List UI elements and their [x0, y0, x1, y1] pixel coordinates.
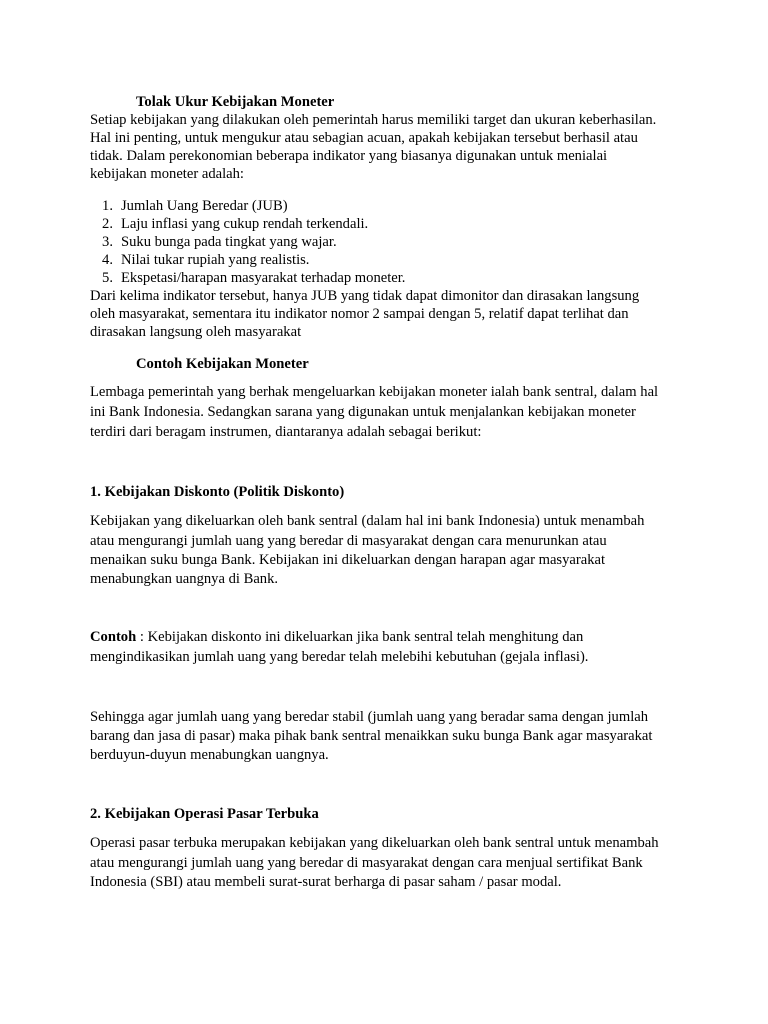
paragraph-line: tidak. Dalam perekonomian beberapa indikator yang biasanya digunakan untuk menialai	[90, 148, 608, 164]
paragraph-line: mengindikasikan jumlah uang yang beredar telah melebihi kebutuhan (gejala inflasi).	[90, 649, 589, 665]
paragraph-line: Indonesia (SBI) atau membeli surat-surat berharga di pasar saham / pasar modal.	[90, 874, 562, 890]
example-line	[90, 628, 583, 646]
paragraph-line: atau mengurangi jumlah uang yang beredar di masyarakat dengan cara menjual sertifikat Bank	[90, 855, 643, 871]
paragraph-line: dirasakan langsung oleh masyarakat	[90, 324, 302, 340]
paragraph-line: Dari kelima indikator tersebut, hanya JUB yang tidak dapat dimonitor dan dirasakan langsung	[90, 288, 640, 304]
paragraph-line: berduyun-duyun menabungkan uangnya.	[90, 747, 329, 763]
section-title-contoh: Contoh Kebijakan Moneter	[136, 356, 309, 372]
paragraph-line: ini Bank Indonesia. Sedangkan sarana yang digunakan untuk menjalankan kebijakan moneter	[90, 404, 636, 420]
paragraph-line: Hal ini penting, untuk mengukur atau sebagian acuan, apakah kebijakan tersebut berhasil atau	[90, 130, 638, 146]
list-item: Ekspetasi/harapan masyarakat terhadap moneter.	[121, 270, 406, 286]
paragraph-line: kebijakan moneter adalah:	[90, 166, 244, 182]
policy-title-diskonto: 1. Kebijakan Diskonto (Politik Diskonto)	[90, 484, 345, 500]
paragraph-line: menaikan suku bunga Bank. Kebijakan ini dikeluarkan dengan harapan agar masyarakat	[90, 552, 606, 568]
paragraph-line: terdiri dari beragam instrumen, diantaranya adalah sebagai berikut:	[90, 424, 482, 440]
policy-title-operasi-pasar: 2. Kebijakan Operasi Pasar Terbuka	[90, 806, 319, 822]
paragraph-line: atau mengurangi jumlah uang yang beredar di masyarakat dengan cara menurunkan atau	[90, 533, 607, 549]
example-text: : Kebijakan diskonto ini dikeluarkan jika bank sentral telah menghitung dan	[136, 629, 584, 645]
paragraph-line: barang dan jasa di pasar) maka pihak bank sentral menaikkan suku bunga Bank agar masyarakat	[90, 728, 653, 744]
list-item-number: 1.	[102, 198, 113, 214]
paragraph-line: Lembaga pemerintah yang berhak mengeluarkan kebijakan moneter ialah bank sentral, dalam hal	[90, 384, 659, 400]
list-item: Laju inflasi yang cukup rendah terkendali.	[121, 216, 369, 232]
paragraph-line: oleh masyarakat, sementara itu indikator nomor 2 sampai dengan 5, relatif dapat terlihat dan	[90, 306, 629, 322]
paragraph-line: Operasi pasar terbuka merupakan kebijakan yang dikeluarkan oleh bank sentral untuk menambah	[90, 835, 659, 851]
paragraph-line: Sehingga agar jumlah uang yang beredar stabil (jumlah uang yang beradar sama dengan jumlah	[90, 709, 649, 725]
list-item: Jumlah Uang Beredar (JUB)	[121, 198, 288, 214]
list-item-number: 2.	[102, 216, 113, 232]
list-item-number: 5.	[102, 270, 113, 286]
list-item-number: 3.	[102, 234, 113, 250]
list-item: Nilai tukar rupiah yang realistis.	[121, 252, 310, 268]
paragraph-line: menabungkan uangnya di Bank.	[90, 571, 279, 587]
list-item: Suku bunga pada tingkat yang wajar.	[121, 234, 337, 250]
example-label: Contoh	[90, 629, 137, 645]
list-item-number: 4.	[102, 252, 113, 268]
paragraph-line: Kebijakan yang dikeluarkan oleh bank sentral (dalam hal ini bank Indonesia) untuk menambah	[90, 513, 645, 529]
paragraph-line: Setiap kebijakan yang dilakukan oleh pemerintah harus memiliki target dan ukuran keberhasilan.	[90, 112, 657, 128]
section-title-tolak-ukur: Tolak Ukur Kebijakan Moneter	[136, 94, 335, 110]
